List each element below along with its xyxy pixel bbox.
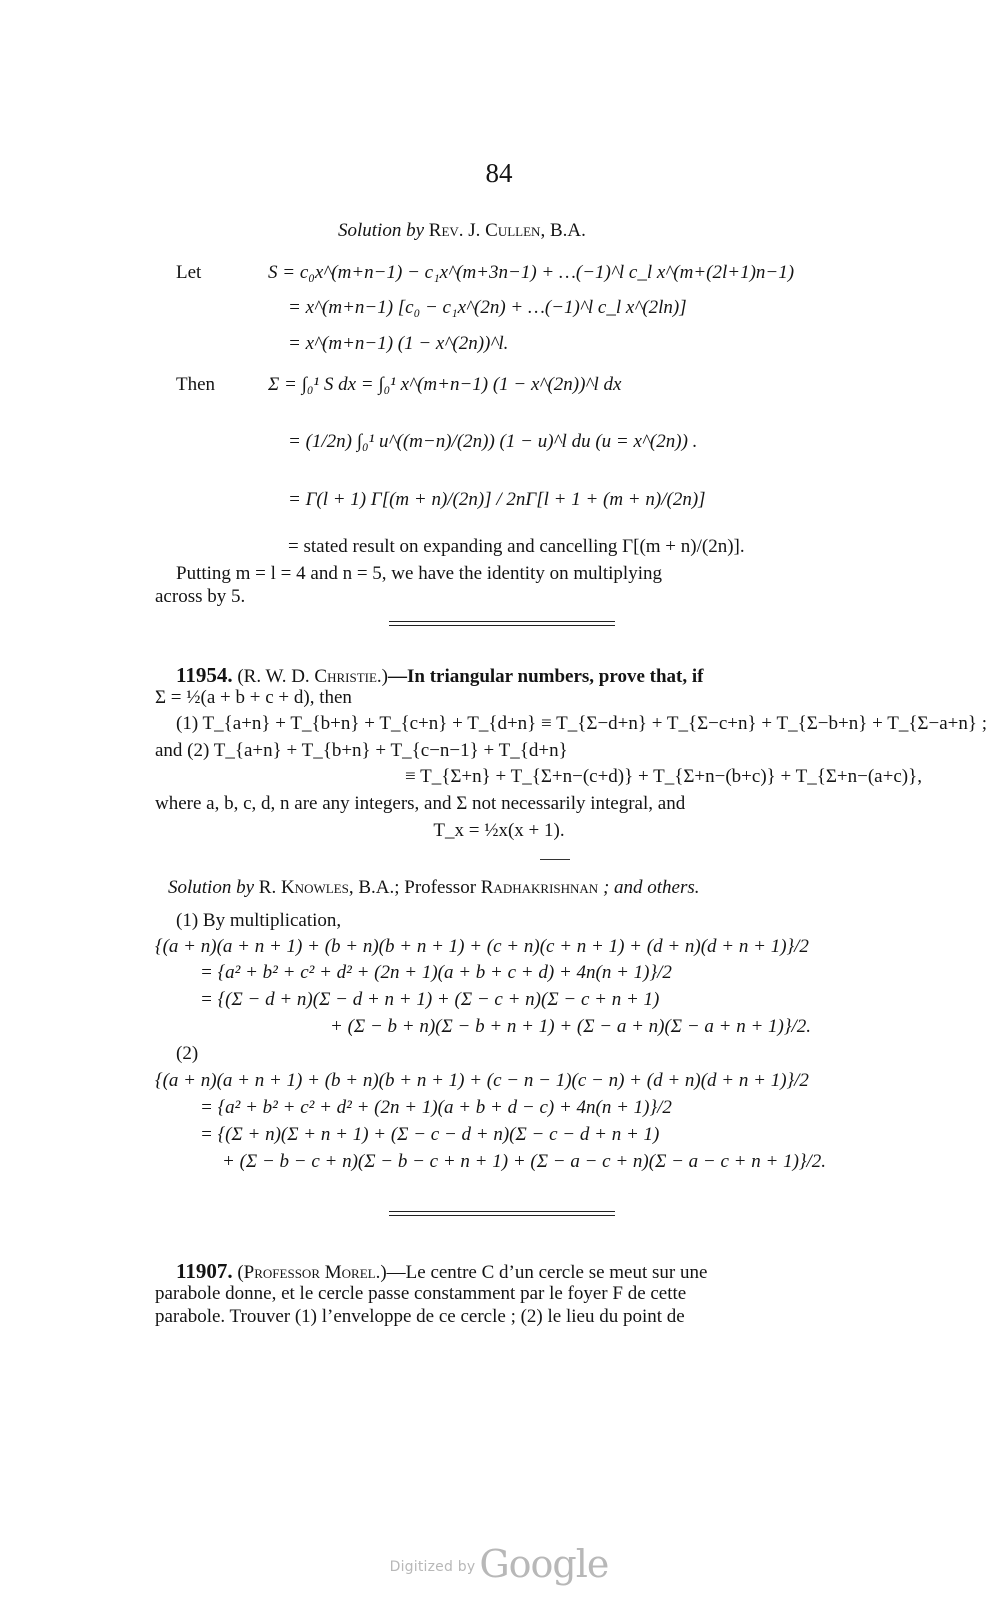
equation-line: {(a + n)(a + n + 1) + (b + n)(b + n + 1) + (c − n − 1)(c − n) + (d + n)(d + n + 1)}/2 — [155, 1070, 809, 1091]
sigma-definition: Σ = ½(a + b + c + d), then — [155, 687, 352, 708]
conclusion-line: across by 5. — [155, 586, 246, 607]
separator-rule — [389, 1211, 615, 1212]
separator-rule — [389, 625, 615, 626]
equation-line: + (Σ − b − c + n)(Σ − b − c + n + 1) + (Σ − a − c + n)(Σ − a − c + n + 1)}/2. — [222, 1151, 827, 1172]
identity-2-left: and (2) T_{a+n} + T_{b+n} + T_{c−n−1} + T_{d+n} — [155, 740, 568, 761]
question-number: 11907. — [176, 1259, 233, 1283]
byline-author: Radhakrishnan — [480, 877, 599, 898]
byline-suffix: ; and others. — [602, 877, 700, 898]
equation-line: + (Σ − b + n)(Σ − b + n + 1) + (Σ − a + n)(Σ − a + n + 1)}/2. — [330, 1016, 812, 1037]
question-proposer: (Professor Morel.) — [237, 1262, 387, 1283]
byline-separator: ; Professor — [394, 877, 477, 898]
equation-line: = x^(m+n−1) (1 − x^(2n))^l. — [288, 333, 509, 354]
question-statement: —In triangular numbers, prove that, if — [388, 666, 704, 687]
question-proposer: (R. W. D. Christie.) — [237, 666, 388, 687]
let-label: Let — [176, 262, 202, 283]
conclusion-line: Putting m = l = 4 and n = 5, we have the identity on multiplying — [176, 563, 662, 584]
solution-byline — [168, 876, 700, 900]
question-text-line: parabole donne, et le cercle passe constamment par le foyer F de cette — [155, 1283, 687, 1304]
byline-author: Rev. J. Cullen, B.A. — [428, 220, 586, 241]
then-label: Then — [176, 374, 216, 395]
question-text: —Le centre C d’un cercle se meut sur une — [386, 1262, 708, 1283]
equation-line: = {(Σ + n)(Σ + n + 1) + (Σ − c − d + n)(Σ − c − d + n + 1) — [200, 1124, 660, 1145]
part-label: (1) By multiplication, — [176, 910, 342, 931]
equation-line: {(a + n)(a + n + 1) + (b + n)(b + n + 1) + (c + n)(c + n + 1) + (d + n)(d + n + 1)}/2 — [155, 936, 809, 957]
watermark-prefix: Digitized by — [389, 1559, 476, 1575]
byline-prefix: Solution by — [338, 220, 425, 241]
part-label: (2) — [176, 1043, 199, 1064]
question-number: 11954. — [176, 663, 233, 687]
equation-line: = Γ(l + 1) Γ[(m + n)/(2n)] / 2nΓ[l + 1 + (m + n)/(2n)] — [288, 489, 706, 510]
identity-1: (1) T_{a+n} + T_{b+n} + T_{c+n} + T_{d+n} ≡ T_{Σ−d+n} + T_{Σ−c+n} + T_{Σ−b+n} + T_{Σ−a+n} ; — [176, 713, 988, 734]
byline-author: R. Knowles, B.A. — [258, 877, 395, 898]
conditions-line: where a, b, c, d, n are any integers, and Σ not necessarily integral, and — [155, 793, 686, 814]
equation-line: = {a² + b² + c² + d² + (2n + 1)(a + b + c + d) + 4n(n + 1)}/2 — [200, 962, 672, 983]
digitized-watermark — [0, 1542, 998, 1586]
solution-byline — [338, 219, 586, 243]
equation-line: = {a² + b² + c² + d² + (2n + 1)(a + b + d − c) + 4n(n + 1)}/2 — [200, 1097, 672, 1118]
equation-line: = stated result on expanding and cancelling Γ[(m + n)/(2n)]. — [288, 536, 745, 557]
equation-line: S = c₀x^(m+n−1) − c₁x^(m+3n−1) + …(−1)^l c_l x^(m+(2l+1)n−1) — [268, 262, 795, 283]
equation-line: = x^(m+n−1) [c₀ − c₁x^(2n) + …(−1)^l c_l x^(2ln)] — [288, 297, 687, 318]
byline-prefix: Solution by — [168, 877, 255, 898]
separator-rule — [389, 1215, 615, 1216]
identity-2-right: ≡ T_{Σ+n} + T_{Σ+n−(c+d)} + T_{Σ+n−(b+c)} + T_{Σ+n−(a+c)}, — [405, 766, 922, 787]
separator-rule — [389, 621, 615, 622]
short-rule — [540, 859, 570, 860]
triangular-definition: T_x = ½x(x + 1). — [433, 820, 565, 841]
equation-line: = (1/2n) ∫₀¹ u^((m−n)/(2n)) (1 − u)^l du (u = x^(2n)) . — [288, 431, 698, 452]
google-logo: Google — [479, 1542, 609, 1586]
page-number: 84 — [485, 158, 513, 188]
equation-line: = {(Σ − d + n)(Σ − d + n + 1) + (Σ − c + n)(Σ − c + n + 1) — [200, 989, 660, 1010]
equation-line: Σ = ∫₀¹ S dx = ∫₀¹ x^(m+n−1) (1 − x^(2n))^l dx — [268, 374, 622, 395]
question-text-line: parabole. Trouver (1) l’enveloppe de ce cercle ; (2) le lieu du point de — [155, 1306, 685, 1327]
